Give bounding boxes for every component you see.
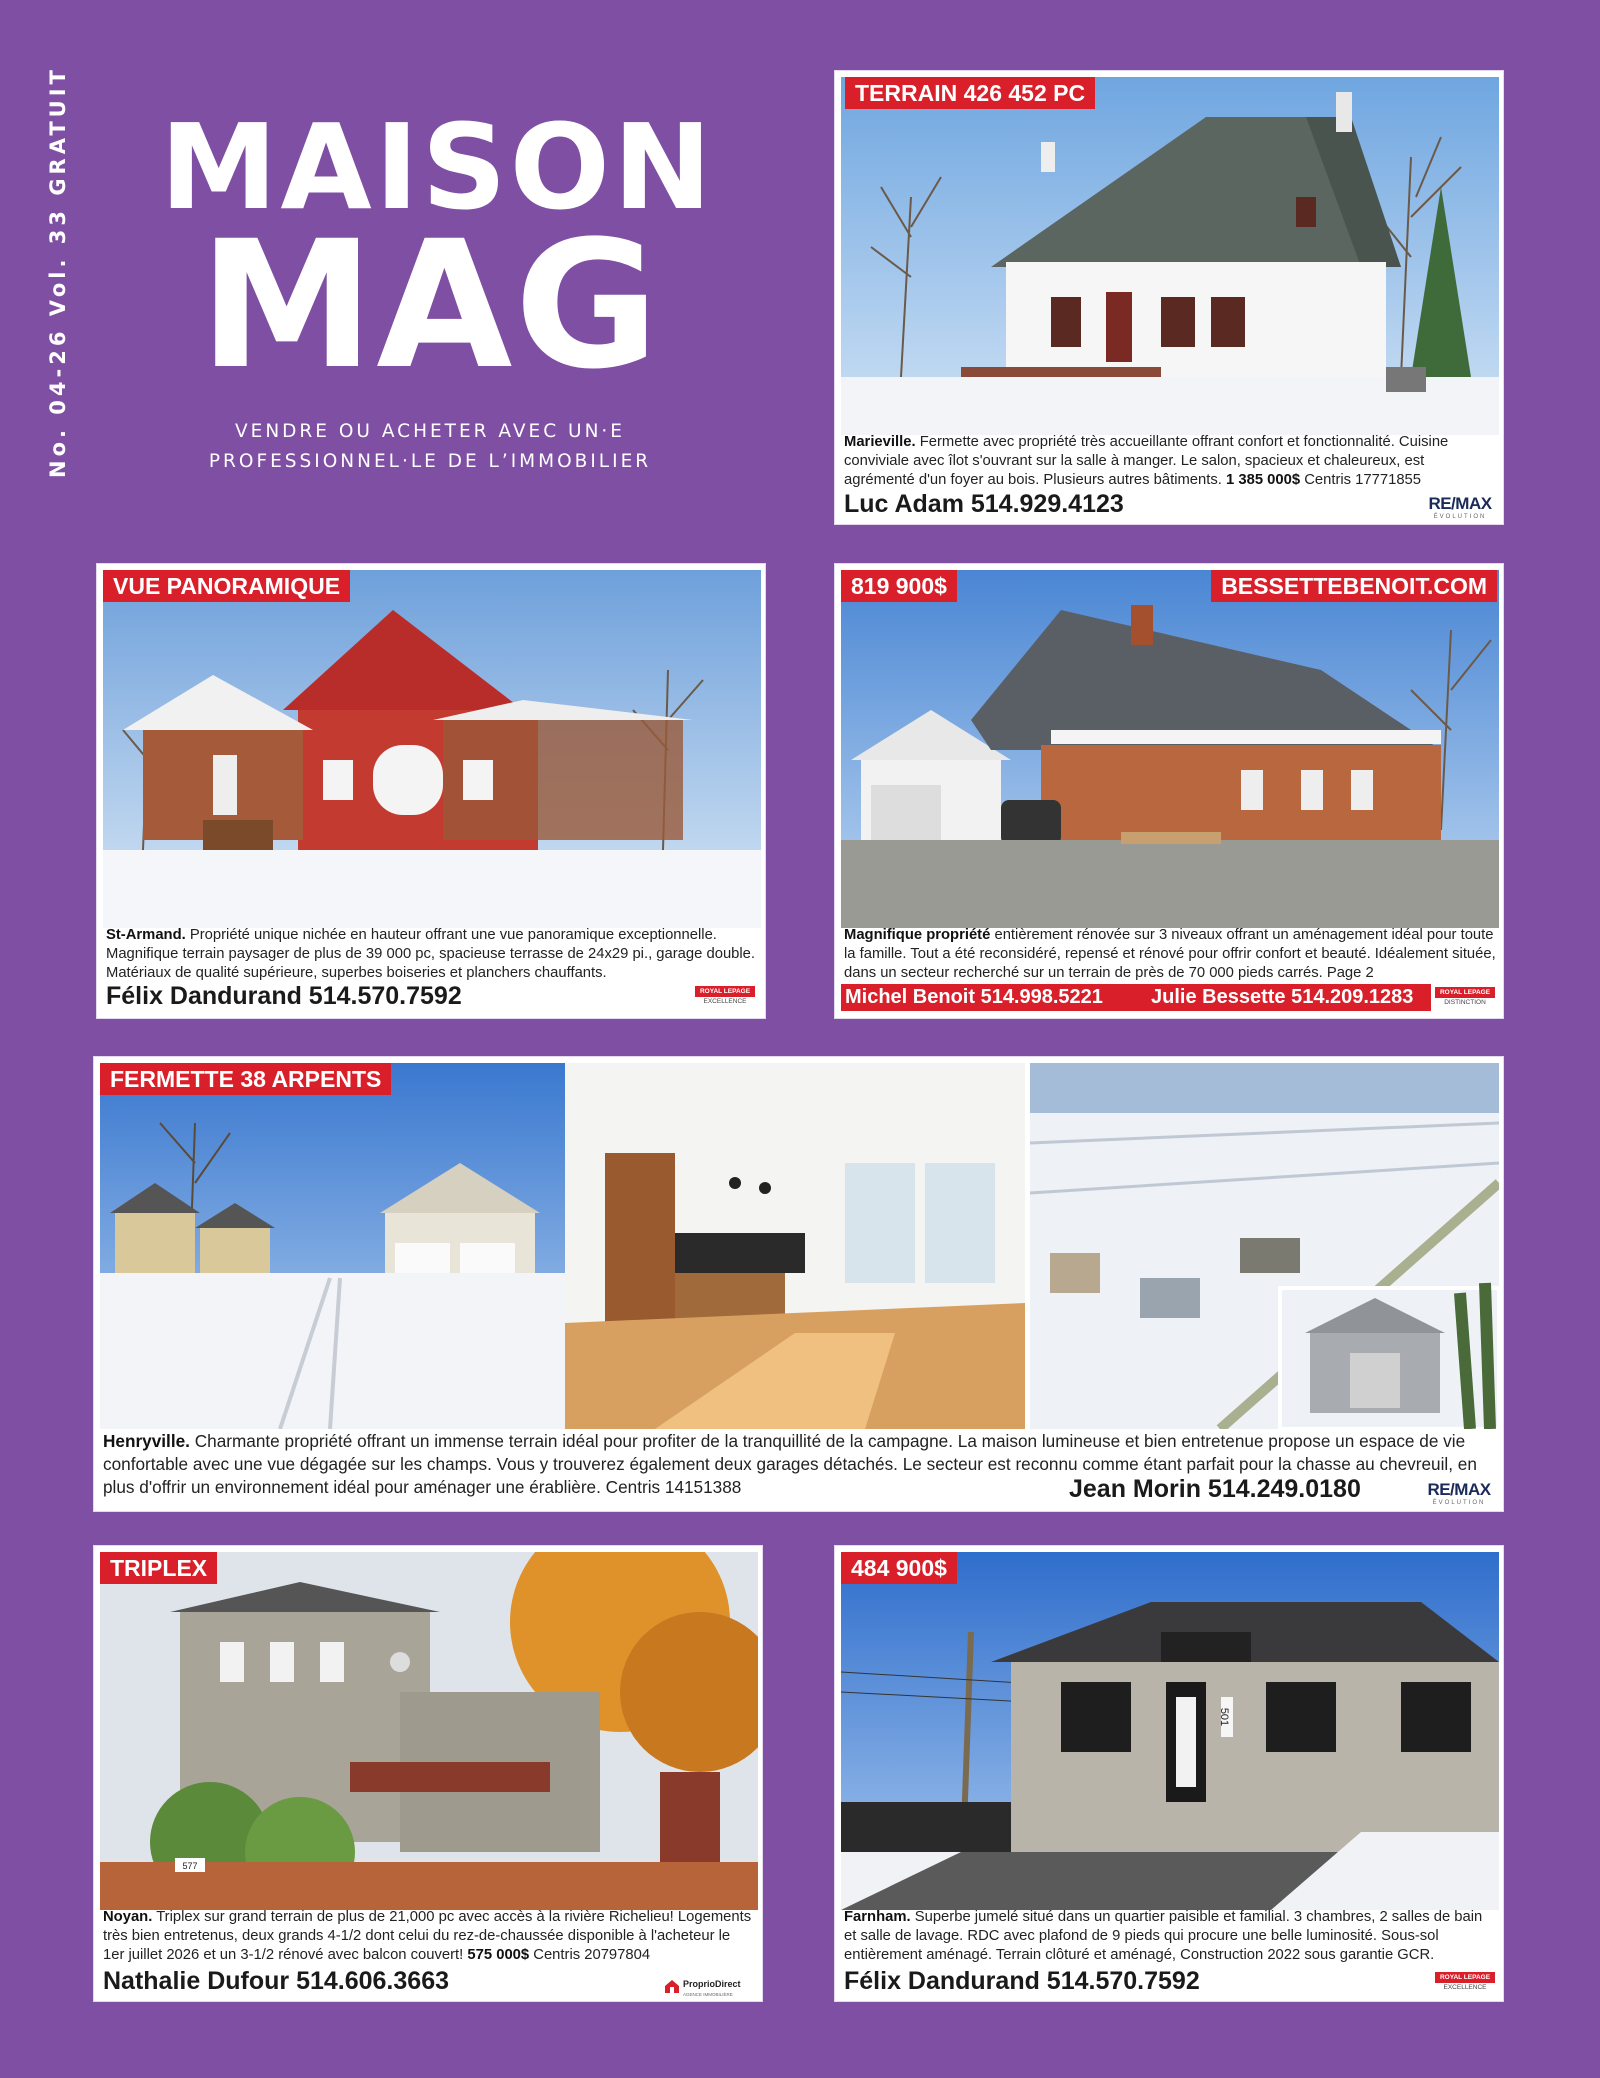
listing-photo-1 <box>100 1063 566 1429</box>
agent-bar <box>841 984 1431 1011</box>
listing-centris: Centris 17771855 <box>1304 472 1422 488</box>
listing-card-farnham[interactable] <box>834 1545 1504 2002</box>
agent-contact[interactable]: Félix Dandurand 514.570.7592 <box>106 982 462 1010</box>
agent-contact[interactable]: Luc Adam 514.929.4123 <box>844 490 1124 518</box>
house-number-sign: 501 <box>1218 1707 1230 1727</box>
royal-lepage-logo: ROYAL LEPAGE EXCELLENCE <box>1435 1972 1495 1993</box>
listing-photo <box>841 77 1499 435</box>
agent-contact-1[interactable]: Michel Benoit 514.998.5221 <box>845 986 1103 1008</box>
listing-card-bessette-benoit[interactable] <box>834 563 1504 1019</box>
listing-description <box>844 926 1496 983</box>
house-number-sign: 577 <box>182 1861 198 1871</box>
house-photo-image <box>841 570 1499 928</box>
listing-centris: Centris 20797804 <box>533 1947 651 1963</box>
listing-card-henryville[interactable] <box>93 1056 1504 1512</box>
listing-photo <box>841 570 1499 928</box>
tagline-line-1: VENDRE OU ACHETER AVEC UN·E <box>235 421 625 442</box>
house-logo-icon <box>664 1978 680 1994</box>
listing-description <box>103 1908 755 1965</box>
listing-city: Henryville. <box>103 1431 190 1451</box>
listing-card-noyan[interactable] <box>93 1545 763 2002</box>
masthead <box>160 98 715 408</box>
listing-text: Triplex sur grand terrain de plus de 21,000 pc avec accès à la rivière Richelieu! Logements très bien entretenus, deux grands 4-1/2 dont celui du rez-de-chaussée disponible à l'acheteur le 1er juillet 2026 et un 3-1/2 rénové avec balcon couvert! <box>103 1909 752 1963</box>
listing-badge: 484 900$ <box>841 1552 957 1584</box>
listing-photo <box>100 1552 758 1910</box>
listing-badge: TRIPLEX <box>100 1552 217 1584</box>
website-badge[interactable]: BESSETTEBENOIT.COM <box>1211 570 1497 602</box>
aerial-photo-image <box>1030 1063 1499 1429</box>
listing-description <box>844 1908 1496 1965</box>
listing-badge: TERRAIN 426 452 PC <box>845 77 1095 109</box>
remax-logo: RE/MAX ÉVOLUTION <box>1427 1480 1491 1506</box>
listing-description <box>844 433 1496 490</box>
agent-contact[interactable]: Félix Dandurand 514.570.7592 <box>844 1967 1200 1995</box>
title-line-1: MAISON <box>160 98 715 236</box>
listing-photo <box>841 1552 1499 1910</box>
listing-price: 575 000$ <box>467 1947 530 1963</box>
listing-city: St-Armand. <box>106 927 186 943</box>
listing-city: Marieville. <box>844 434 916 450</box>
listing-city: Farnham. <box>844 1909 911 1925</box>
agent-contact-2[interactable]: Julie Bessette 514.209.1283 <box>1151 986 1414 1008</box>
listing-description <box>106 926 758 983</box>
listing-city: Noyan. <box>103 1909 153 1925</box>
listing-badge: 819 900$ <box>841 570 957 602</box>
agent-contact[interactable]: Nathalie Dufour 514.606.3663 <box>103 1967 449 1995</box>
listing-photo <box>103 570 761 928</box>
remax-logo: RE/MAX ÉVOLUTION <box>1428 494 1492 520</box>
house-photo-image <box>841 77 1499 435</box>
listing-card-marieville[interactable] <box>834 70 1504 525</box>
listing-price: 1 385 000$ <box>1226 472 1301 488</box>
listing-photo-3 <box>1030 1063 1499 1429</box>
royal-lepage-logo: ROYAL LEPAGE EXCELLENCE <box>695 986 755 1007</box>
kitchen-photo-image <box>565 1063 1025 1429</box>
listing-card-st-armand[interactable] <box>96 563 766 1019</box>
title-line-2: MAG <box>199 203 661 408</box>
tagline <box>160 417 700 477</box>
listing-text: Fermette avec propriété très accueillante offrant confort et fonctionnalité. Cuisine conviviale avec îlot s'ouvrant sur la salle à manger. Le salon, spacieux et chaleureux, est agrémenté d'un foyer au bois. Plusieurs autres bâtiments. <box>844 434 1449 488</box>
listing-city: Magnifique propriété <box>844 927 991 943</box>
listing-text: Charmante propriété offrant un immense terrain idéal pour profiter de la tranquillité de la campagne. La maison lumineuse et bien entretenue propose un espace de vie confortable avec une vue dégagée sur les champs. Vous y trouverez également deux garages détachés. Le secteur est reconnu comme étant parfait pour la chasse au chevreuil, en plus d'offrir un environnement idéal pour aménager une érablière. Centris 14151388 <box>103 1431 1477 1497</box>
tagline-line-2: PROFESSIONNEL·LE DE L’IMMOBILIER <box>208 451 652 472</box>
listing-text: Propriété unique nichée en hauteur offrant une vue panoramique exceptionnelle. Magnifique terrain paysager de plus de 39 000 pc, spacieuse terrasse de 24x29 pi., garage double. Matériaux de qualité supérieure, superbes boiseries et planchers chauffants. <box>106 927 756 981</box>
agent-contact[interactable]: Jean Morin 514.249.0180 <box>1069 1475 1361 1503</box>
listing-text: entièrement rénovée sur 3 niveaux offrant un aménagement idéal pour toute la famille. Tout a été reconsidéré, repensé et rénové pour offrir confort et beauté. Idéalement située, dans un secteur recherché sur un terrain de près de 70 000 pieds carrés. Page 2 <box>844 927 1496 981</box>
issue-info: No. 04-26 Vol. 33 GRATUIT <box>46 66 70 478</box>
listing-photo-2 <box>565 1063 1025 1429</box>
house-photo-image <box>841 1552 1499 1910</box>
farm-photo-image <box>100 1063 566 1429</box>
listing-text: Superbe jumelé situé dans un quartier paisible et familial. 3 chambres, 2 salles de bain et salle de lavage. RDC avec plafond de 9 pieds qui procure une belle luminosité. Sous-sol entièrement aménagé. Terrain clôturé et aménagé, Construction 2022 sous garantie GCR. <box>844 1909 1483 1963</box>
house-photo-image <box>103 570 761 928</box>
listing-badge: FERMETTE 38 ARPENTS <box>100 1063 391 1095</box>
listing-badge: VUE PANORAMIQUE <box>103 570 350 602</box>
royal-lepage-logo: ROYAL LEPAGE DISTINCTION <box>1435 987 1495 1008</box>
house-photo-image <box>100 1552 758 1910</box>
propriodirect-logo: ProprioDirect AGENCE IMMOBILIÈRE <box>664 1974 741 1998</box>
